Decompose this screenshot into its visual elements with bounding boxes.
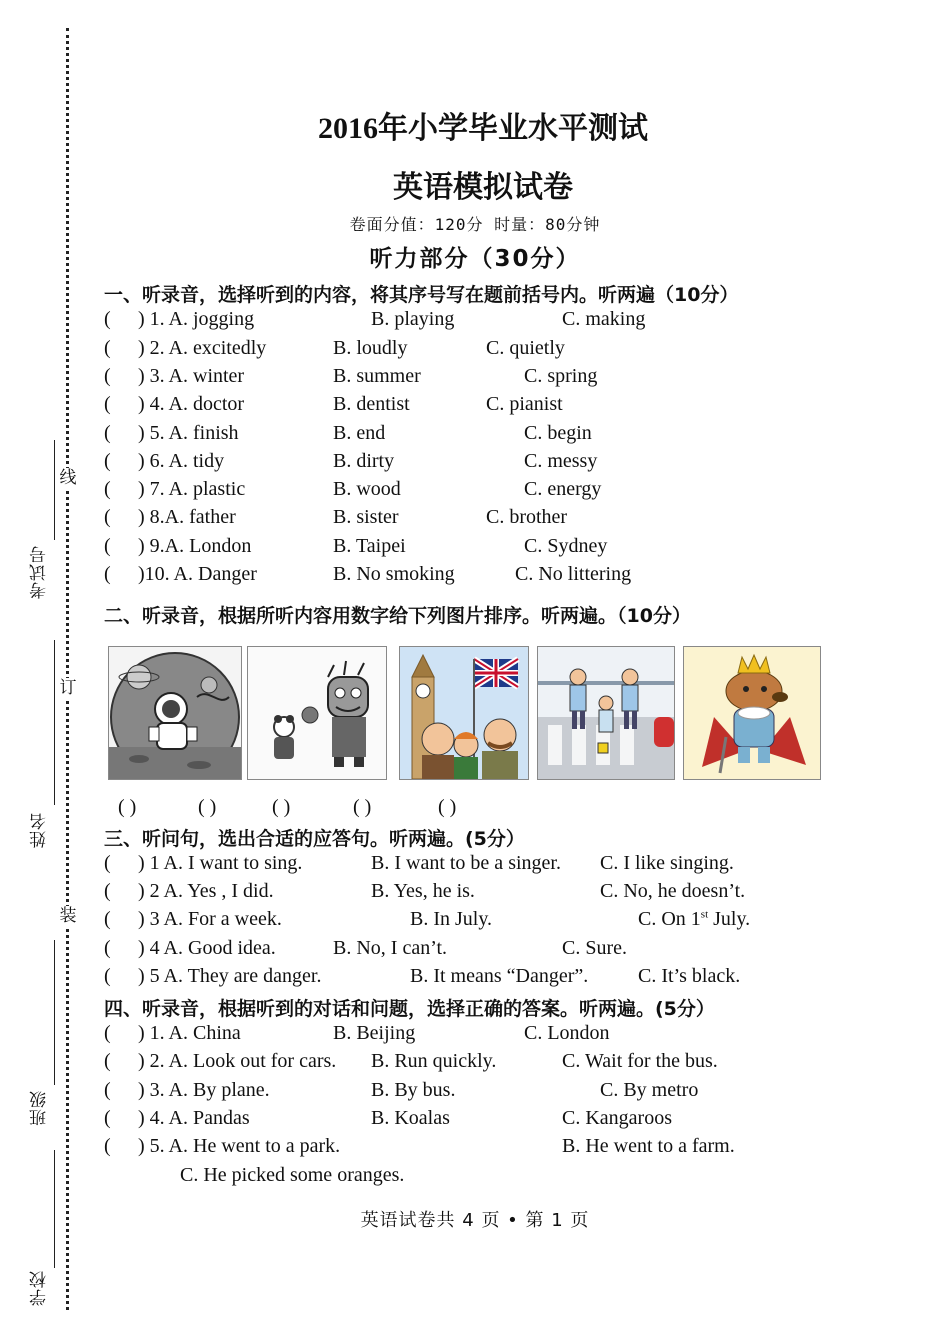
option-a: ) 5. A. He went to a park.	[138, 1135, 341, 1157]
option-c: C. energy	[524, 478, 602, 500]
name-line	[54, 640, 55, 805]
s1-row-10	[0, 563, 950, 591]
class-label: 班级	[30, 1090, 50, 1126]
option-a: ) 4. A. Pandas	[138, 1107, 250, 1129]
answer-paren[interactable]: (	[104, 393, 111, 415]
option-c: C. I like singing.	[600, 852, 734, 874]
option-b: B. end	[333, 422, 386, 444]
option-b: B. Run quickly.	[371, 1050, 497, 1072]
option-a: ) 1 A. I want to sing.	[138, 852, 303, 874]
answer-paren[interactable]: (	[104, 506, 111, 528]
answer-paren[interactable]: (	[104, 1107, 111, 1129]
s3-row-2	[0, 880, 950, 908]
option-a: ) 5 A. They are danger.	[138, 965, 322, 987]
picture-crossing-road	[537, 646, 675, 780]
s4-row-1	[0, 1022, 950, 1050]
option-b: B. Beijing	[333, 1022, 416, 1044]
option-c: C. Wait for the bus.	[562, 1050, 718, 1072]
option-a: ) 4 A. Good idea.	[138, 937, 276, 959]
seal-char-ding: 订	[59, 678, 77, 698]
option-b: B. No, I can’t.	[333, 937, 448, 959]
s4-row-5-cont	[0, 1164, 950, 1192]
option-c: C. pianist	[486, 393, 563, 415]
answer-paren[interactable]: (	[104, 535, 111, 557]
page-footer: 英语试卷共 4 页 • 第 1 页	[360, 1210, 590, 1231]
option-a: ) 2. A. Look out for cars.	[138, 1050, 337, 1072]
option-c: C. Sydney	[524, 535, 608, 557]
picture-astronaut	[108, 646, 242, 780]
option-b: B. It means “Danger”.	[410, 965, 589, 987]
option-b: B. sister	[333, 506, 399, 528]
picture-cartoon-king	[683, 646, 821, 780]
option-c: C. brother	[486, 506, 568, 528]
answer-paren[interactable]: (	[104, 937, 111, 959]
s4-row-4	[0, 1107, 950, 1135]
picture-answer-4[interactable]: ( )	[353, 796, 372, 818]
answer-paren[interactable]: (	[104, 478, 111, 500]
option-b: B. Yes, he is.	[371, 880, 475, 902]
s4-row-3	[0, 1079, 950, 1107]
option-a: ) 7. A. plastic	[138, 478, 246, 500]
seal-char-zhuang: 装	[59, 906, 77, 926]
answer-paren[interactable]: (	[104, 1079, 111, 1101]
page-title: 2016年小学毕业水平测试	[318, 112, 648, 145]
picture-london-big-ben	[399, 646, 529, 780]
picture-answer-3[interactable]: ( )	[272, 796, 291, 818]
school-label: 学校	[30, 1270, 50, 1306]
option-c: C. messy	[524, 450, 598, 472]
option-b: B. In July.	[410, 908, 493, 930]
answer-paren[interactable]: (	[104, 308, 111, 330]
answer-paren[interactable]: (	[104, 450, 111, 472]
page-subtitle: 英语模拟试卷	[393, 171, 573, 204]
option-c: C. London	[524, 1022, 610, 1044]
option-c: C. Kangaroos	[562, 1107, 672, 1129]
picture-answer-5[interactable]: ( )	[438, 796, 457, 818]
option-b: B. dentist	[333, 393, 410, 415]
answer-paren[interactable]: (	[104, 1050, 111, 1072]
section4-title: 四、听录音，根据听到的对话和问题，选择正确的答案。听两遍。(5分）	[104, 998, 715, 1020]
answer-paren[interactable]: (	[104, 563, 111, 585]
option-b: B. wood	[333, 478, 401, 500]
option-a: ) 2 A. Yes , I did.	[138, 880, 274, 902]
option-b: B. loudly	[333, 337, 408, 359]
option-a: ) 3. A. winter	[138, 365, 245, 387]
option-c: C. begin	[524, 422, 592, 444]
option-c: C. He picked some oranges.	[180, 1164, 405, 1186]
option-b: B. dirty	[333, 450, 395, 472]
s3-row-3	[0, 908, 950, 936]
answer-paren[interactable]: (	[104, 337, 111, 359]
option-c: C. making	[562, 308, 646, 330]
answer-paren[interactable]: (	[104, 908, 111, 930]
s1-row-9	[0, 535, 950, 563]
option-a: ) 6. A. tidy	[138, 450, 225, 472]
section1-title: 一、听录音，选择听到的内容，将其序号写在题前括号内。听两遍（10分）	[104, 284, 739, 306]
s1-row-1	[0, 308, 950, 336]
option-a: )10. A. Danger	[138, 563, 257, 585]
picture-answer-2[interactable]: ( )	[198, 796, 217, 818]
answer-paren[interactable]: (	[104, 965, 111, 987]
s1-row-4	[0, 393, 950, 421]
option-a: ) 2. A. excitedly	[138, 337, 267, 359]
section3-title: 三、听问句，选出合适的应答句。听两遍。(5分）	[104, 828, 525, 850]
s3-row-4	[0, 937, 950, 965]
score-info: 卷面分值：120分 时量：80分钟	[349, 215, 601, 234]
option-a: ) 5. A. finish	[138, 422, 239, 444]
s1-row-8	[0, 506, 950, 534]
option-c: C. spring	[524, 365, 598, 387]
answer-paren[interactable]: (	[104, 852, 111, 874]
option-c: C. It’s black.	[638, 965, 741, 987]
answer-paren[interactable]: (	[104, 1135, 111, 1157]
name-label: 姓名	[30, 812, 50, 848]
s1-row-7	[0, 478, 950, 506]
option-a: ) 8.A. father	[138, 506, 236, 528]
part-title: 听力部分（30分）	[369, 246, 581, 272]
option-c: C. By metro	[600, 1079, 699, 1101]
option-c: C. No littering	[515, 563, 632, 585]
s3-row-5	[0, 965, 950, 993]
option-a: ) 3. A. By plane.	[138, 1079, 270, 1101]
option-c: C. On 1st July.	[638, 908, 751, 930]
option-b: B. By bus.	[371, 1079, 456, 1101]
option-a: ) 1. A. China	[138, 1022, 241, 1044]
s3-row-1	[0, 852, 950, 880]
answer-paren[interactable]: (	[104, 365, 111, 387]
option-c: C. quietly	[486, 337, 565, 359]
option-c: C. No, he doesn’t.	[600, 880, 746, 902]
option-a: ) 3 A. For a week.	[138, 908, 282, 930]
s1-row-6	[0, 450, 950, 478]
option-b: B. No smoking	[333, 563, 455, 585]
s4-row-2	[0, 1050, 950, 1078]
option-b: B. He went to a farm.	[562, 1135, 735, 1157]
seal-char-xian: 线	[59, 468, 77, 488]
s4-row-5	[0, 1135, 950, 1163]
option-b: B. summer	[333, 365, 421, 387]
answer-paren[interactable]: (	[104, 422, 111, 444]
s1-row-5	[0, 422, 950, 450]
option-b: B. Taipei	[333, 535, 406, 557]
picture-answer-1[interactable]: ( )	[118, 796, 137, 818]
option-a: ) 4. A. doctor	[138, 393, 245, 415]
answer-paren[interactable]: (	[104, 1022, 111, 1044]
s1-row-2	[0, 337, 950, 365]
option-b: B. I want to be a singer.	[371, 852, 561, 874]
s1-row-3	[0, 365, 950, 393]
answer-paren[interactable]: (	[104, 880, 111, 902]
option-b: B. playing	[371, 308, 455, 330]
section2-title: 二、听录音，根据所听内容用数字给下列图片排序。听两遍。（10分）	[104, 605, 691, 627]
option-a: ) 9.A. London	[138, 535, 252, 557]
exam-number-label: 考试号	[30, 545, 50, 599]
option-a: ) 1. A. jogging	[138, 308, 255, 330]
option-b: B. Koalas	[371, 1107, 450, 1129]
option-c: C. Sure.	[562, 937, 627, 959]
picture-lion-dance	[247, 646, 387, 780]
